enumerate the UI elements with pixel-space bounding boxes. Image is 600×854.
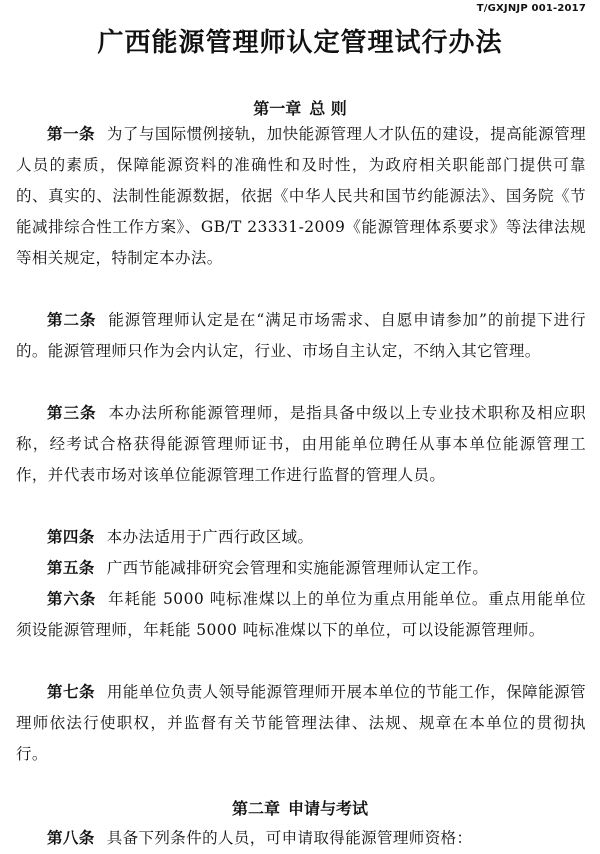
article-text: 具备下列条件的人员，可申请取得能源管理师资格： — [106, 829, 473, 847]
article-text: 用能单位负责人领导能源管理师开展本单位的节能工作，保障能源管理师依法行使职权，并监督有关节能管理法律、法规、规章在本单位的贯彻执行。 — [16, 683, 586, 763]
chapter-title: 总 则 — [309, 99, 347, 118]
article-number: 第八条 — [47, 828, 95, 847]
article-6 — [16, 583, 586, 646]
article-number: 第七条 — [47, 682, 95, 701]
article-text: 为了与国际惯例接轨，加快能源管理人才队伍的建设，提高能源管理人员的素质，保障能源资料的准确性和及时性，为政府相关职能部门提供可靠的、真实的、法制性能源数据，依据《中华人民共和国节约能源法》、国务院《节能减排综合性工作方案》、GB/T 23331-2009《能源管理体系要求》等法律法规等相关规定，特制定本办法。 — [16, 125, 586, 267]
article-5 — [16, 552, 586, 584]
chapter-title: 申请与考试 — [288, 799, 369, 818]
article-1 — [16, 118, 586, 274]
article-7 — [16, 676, 586, 770]
article-8 — [16, 822, 586, 854]
article-text: 能源管理师认定是在“满足市场需求、自愿申请参加”的前提下进行的。能源管理师只作为会内认定，行业、市场自主认定，不纳入其它管理。 — [16, 311, 586, 360]
article-2 — [16, 304, 586, 367]
article-number: 第五条 — [47, 558, 95, 577]
article-4 — [16, 521, 586, 553]
article-3 — [16, 397, 586, 491]
article-number: 第四条 — [47, 527, 95, 546]
document-title: 广西能源管理师认定管理试行办法 — [97, 28, 503, 58]
article-number: 第二条 — [47, 310, 97, 329]
article-number: 第三条 — [47, 403, 97, 422]
chapter-label: 第一章 — [253, 99, 302, 118]
article-text: 本办法所称能源管理师，是指具备中级以上专业技术职称及相应职称，经考试合格获得能源管理师证书，由用能单位聘任从事本单位能源管理工作，并代表市场对该单位能源管理工作进行监督的管理人员。 — [16, 404, 586, 484]
document-code: T/GXJNJP 001-2017 — [476, 3, 586, 14]
chapter-heading-1 — [0, 96, 600, 119]
article-text: 年耗能 5000 吨标准煤以上的单位为重点用能单位。重点用能单位须设能源管理师，年耗能 5000 吨标准煤以下的单位，可以设能源管理师。 — [16, 590, 586, 639]
article-number: 第一条 — [47, 124, 95, 143]
article-text: 本办法适用于广西行政区域。 — [106, 528, 314, 546]
article-text: 广西节能减排研究会管理和实施能源管理师认定工作。 — [106, 559, 489, 577]
chapter-heading-2 — [0, 796, 600, 819]
article-number: 第六条 — [47, 589, 97, 608]
chapter-label: 第二章 — [231, 799, 280, 818]
